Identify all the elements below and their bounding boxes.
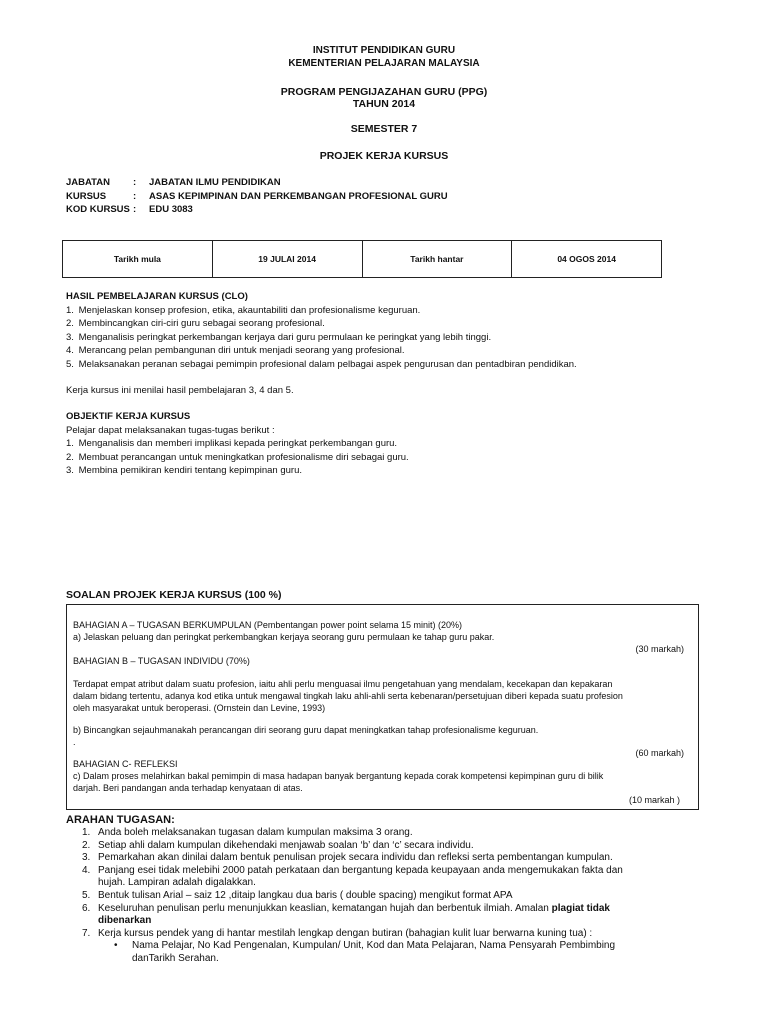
clo-section (66, 290, 577, 398)
part-a-marks: (30 markah) (635, 644, 684, 654)
part-b-para-line1: Terdapat empat atribut dalam suatu profesion, iaitu ahli perlu menguasai ilmu pengetahuan yang mendalam, kecekapan dan kepakaran (73, 679, 613, 689)
program-year: TAHUN 2014 (352, 98, 416, 110)
bullet-icon: • (114, 940, 118, 952)
plagiat-warning: plagiat tidak (551, 902, 610, 914)
bullet-item-continued: danTarikh Serahan. (132, 952, 219, 964)
start-date-label: Tarikh mula (63, 241, 213, 277)
arahan-list (82, 827, 672, 966)
course-info (66, 176, 448, 217)
colon: : (133, 177, 137, 188)
objektif-intro: Pelajar dapat melaksanakan tugas-tugas berikut : (66, 424, 275, 436)
part-c-question-line1: c) Dalam proses melahirkan bakal pemimpin di masa hadapan banyak bergantung kepada corak kompetensi kepimpinan guru di bilik (73, 771, 604, 781)
clo-title: HASIL PEMBELAJARAN KURSUS (CLO) (66, 291, 248, 302)
clo-note: Kerja kursus ini menilai hasil pembelajaran 3, 4 dan 5. (66, 385, 294, 396)
part-b-question: b) Bincangkan sejauhmanakah perancangan diri seorang guru dapat meningkatkan tahap profesionalisme keguruan. (73, 725, 539, 735)
project-title: PROJEK KERJA KURSUS (319, 150, 449, 162)
arahan-title: ARAHAN TUGASAN: (66, 814, 175, 826)
info-row-kod (66, 203, 448, 217)
list-item: 2. Membuat perancangan untuk meningkatkan profesionalisme diri sebagai guru. (66, 451, 409, 463)
part-b-dot: . (73, 737, 76, 747)
list-item: 1. Menganalisis dan memberi implikasi kepada peringkat perkembangan guru. (66, 438, 398, 449)
list-item-continued: hujah. Lampiran adalah digalakkan. (98, 877, 256, 889)
kod-value: EDU 3083 (149, 204, 193, 215)
info-row-kursus (66, 190, 448, 204)
institute-name: INSTITUT PENDIDIKAN GURU (312, 45, 456, 56)
jabatan-label: JABATAN (66, 177, 110, 188)
list-item: 7. Kerja kursus pendek yang di hantar mestilah lengkap dengan butiran (bahagian kulit luar berwarna kuning tua) : (82, 927, 593, 939)
program-name: PROGRAM PENGIJAZAHAN GURU (PPG) (280, 86, 488, 98)
list-item: 5. Melaksanakan peranan sebagai pemimpin profesional dalam pelbagai aspek pengurusan dan pentadbiran pendidikan. (66, 358, 577, 370)
colon: : (133, 204, 137, 215)
program-header (0, 86, 768, 110)
bullet-item: • Nama Pelajar, No Kad Pengenalan, Kumpulan/ Unit, Kod dan Mata Pelajaran, Nama Pensyarah Pembimbing (114, 940, 616, 952)
part-c-marks: (10 markah ) (628, 795, 680, 805)
list-item: 3. Menganalisis peringkat perkembangan kerjaya dari guru permulaan ke peringkat yang lebih tinggi. (66, 331, 492, 343)
list-item: 6. Keseluruhan penulisan perlu menunjukkan keaslian, kematangan hujah dan berbentuk ilmiah. Amalan plagiat tidak (82, 902, 610, 914)
kursus-label: KURSUS (66, 190, 107, 202)
jabatan-value: JABATAN ILMU PENDIDIKAN (149, 177, 281, 188)
part-b-para-line3: oleh masyarakat untuk beroperasi. (Ornstein dan Levine, 1993) (73, 703, 326, 713)
semester-title: SEMESTER 7 (350, 123, 418, 135)
part-b-para-line2: dalam bidang tertentu, adanya kod etika untuk mengawal tingkah laku ahli-ahli serta kebenaran/persetujuan diberi kepada suatu profesion (73, 691, 623, 701)
kod-label: KOD KURSUS (66, 204, 130, 215)
kursus-value: ASAS KEPIMPINAN DAN PERKEMBANGAN PROFESIONAL GURU (149, 190, 448, 202)
part-b-marks: (60 markah) (635, 748, 684, 758)
soalan-title: SOALAN PROJEK KERJA KURSUS (100 %) (66, 589, 282, 601)
date-table (62, 240, 662, 278)
document-header (0, 44, 768, 70)
part-c-title: BAHAGIAN C- REFLEKSI (73, 759, 178, 769)
start-date-value: 19 JULAI 2014 (213, 241, 363, 277)
list-item-continued: dibenarkan (98, 915, 152, 927)
due-date-value: 04 OGOS 2014 (557, 254, 616, 264)
list-item: 3. Membina pemikiran kendiri tentang kepimpinan guru. (66, 465, 303, 476)
list-item: 1. Menjelaskan konsep profesion, etika, akauntabiliti dan profesionalisme keguruan. (66, 304, 421, 316)
objektif-section (66, 410, 409, 478)
list-item: 3. Pemarkahan akan dinilai dalam bentuk penulisan projek secara individu dan refleksi serta pembentangan kumpulan. (82, 852, 613, 864)
list-item: 2. Membincangkan ciri-ciri guru sebagai seorang profesional. (66, 318, 325, 329)
part-a-question: a) Jelaskan peluang dan peringkat perkembangkan kerjaya seorang guru permulaan ke tahap guru pakar. (73, 632, 495, 642)
part-c-question-line2: darjah. Beri pandangan anda terhadap kenyataan di atas. (73, 783, 303, 793)
list-item: 5. Bentuk tulisan Arial – saiz 12 ,ditaip langkau dua baris ( double spacing) mengikut format APA (82, 889, 513, 901)
list-item: 2. Setiap ahli dalam kumpulan dikehendaki menjawab soalan ‘b’ dan ‘c’ secara individu. (82, 839, 474, 851)
list-item: 4. Panjang esei tidak melebihi 2000 patah perkataan dan bergantung kepada keupayaan anda mengemukakan fakta dan (82, 864, 623, 876)
part-b-title: BAHAGIAN B – TUGASAN INDIVIDU (70%) (73, 656, 250, 666)
part-a-title: BAHAGIAN A – TUGASAN BERKUMPULAN (Pembentangan power point selama 15 minit) (20%) (73, 620, 462, 630)
question-box (66, 604, 699, 810)
list-item: 1. Anda boleh melaksanakan tugasan dalam kumpulan maksima 3 orang. (82, 827, 413, 838)
ministry-name: KEMENTERIAN PELAJARAN MALAYSIA (288, 58, 480, 69)
colon: : (133, 190, 137, 202)
info-row-jabatan (66, 176, 448, 190)
objektif-title: OBJEKTIF KERJA KURSUS (66, 411, 191, 422)
due-date-label: Tarikh hantar (363, 241, 513, 277)
list-item: 4. Merancang pelan pembangunan diri untuk menjadi seorang yang profesional. (66, 345, 405, 356)
